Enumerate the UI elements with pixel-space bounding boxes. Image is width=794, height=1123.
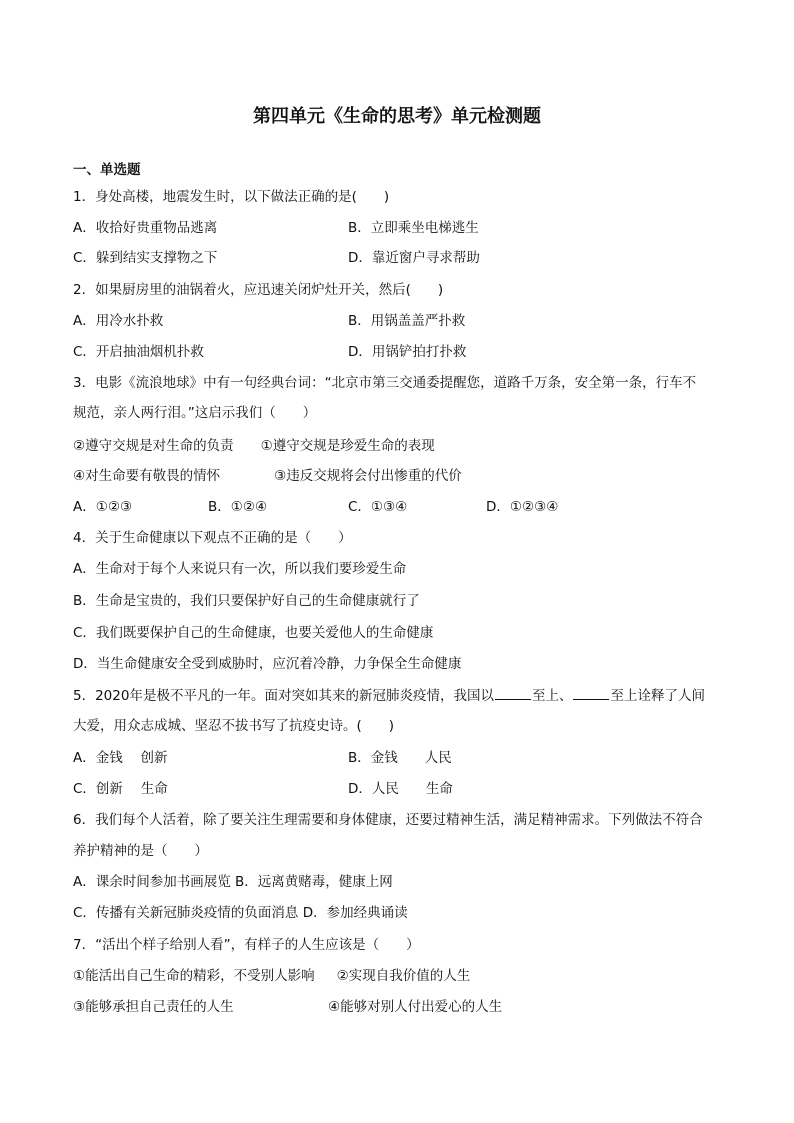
question-1-stem: 1．身处高楼，地震发生时，以下做法正确的是( ) <box>73 189 390 205</box>
question-5-option-a: A．金钱 创新 <box>73 750 168 766</box>
question-2-option-d: D．用锅铲拍打扑救 <box>348 344 467 360</box>
question-7-statement-1: ①能活出自己生命的精彩，不受别人影响 <box>73 968 315 984</box>
question-5-stem-line1 <box>73 685 705 706</box>
question-5-option-d: D．人民 生命 <box>348 781 453 797</box>
section-heading: 一、单选题 <box>73 162 141 178</box>
question-4-option-d: D．当生命健康安全受到威胁时，应沉着冷静，力争保全生命健康 <box>73 656 462 672</box>
question-2-option-c: C．开启抽油烟机扑救 <box>73 344 204 360</box>
question-1-option-c: C．躲到结实支撑物之下 <box>73 250 218 266</box>
question-4-option-a: A．生命对于每个人来说只有一次，所以我们要珍爱生命 <box>73 561 407 577</box>
question-3-statement-row1: ②遵守交规是对生命的负责 ①遵守交规是珍爱生命的表现 <box>73 438 435 454</box>
question-3-option-b: B．①②④ <box>208 499 268 515</box>
answer-blank-1 <box>495 685 531 700</box>
question-5-stem-part1: 5．2020年是极不平凡的一年。面对突如其来的新冠肺炎疫情，我国以 <box>73 688 494 704</box>
question-1-option-b: B．立即乘坐电梯逃生 <box>348 220 479 236</box>
question-2-option-a: A．用冷水扑救 <box>73 313 164 329</box>
question-6-options-cd: C．传播有关新冠肺炎疫情的负面消息 D．参加经典诵读 <box>73 905 408 921</box>
question-2-option-b: B．用锅盖盖严扑救 <box>348 313 466 329</box>
question-7-statement-2: ②实现自我价值的人生 <box>336 968 471 984</box>
page-title: 第四单元《生命的思考》单元检测题 <box>253 106 541 127</box>
question-6-options-ab: A．课余时间参加书画展览 B．远离黄赌毒，健康上网 <box>73 874 393 890</box>
question-1-option-a: A．收拾好贵重物品逃离 <box>73 220 218 236</box>
question-4-option-b: B．生命是宝贵的，我们只要保护好自己的生命健康就行了 <box>73 593 420 609</box>
question-3-option-d: D．①②③④ <box>486 499 559 515</box>
question-5-stem-part3: 至上诠释了人间 <box>610 688 705 704</box>
question-7-statement-3: ③能够承担自己责任的人生 <box>73 999 234 1015</box>
question-4-stem: 4．关于生命健康以下观点不正确的是（ ） <box>73 530 352 546</box>
question-3-stem-line2: 规范，亲人两行泪。”这启示我们（ ） <box>73 405 317 421</box>
question-3-option-a: A．①②③ <box>73 499 133 515</box>
answer-blank-2 <box>573 685 609 700</box>
question-6-stem-line1: 6．我们每个人活着，除了要关注生理需要和身体健康，还要过精神生活，满足精神需求。下列做法不符合 <box>73 812 703 828</box>
question-1-option-d: D．靠近窗户寻求帮助 <box>348 250 480 266</box>
question-7-stem: 7．“活出个样子给别人看”，有样子的人生应该是（ ） <box>73 937 420 953</box>
question-7-statement-4: ④能够对别人付出爱心的人生 <box>328 999 503 1015</box>
question-6-stem-line2: 养护精神的是（ ） <box>73 843 208 859</box>
question-5-option-b: B．金钱 人民 <box>348 750 452 766</box>
question-5-stem-part2: 至上、 <box>531 688 573 704</box>
question-3-stem-line1: 3．电影《流浪地球》中有一句经典台词：“北京市第三交通委提醒您，道路千万条，安全第一条，行车不 <box>73 375 697 391</box>
question-3-option-c: C．①③④ <box>348 499 408 515</box>
question-5-stem-line2: 大爱，用众志成城、坚忍不拔书写了抗疫史诗。( ) <box>73 718 395 734</box>
question-2-stem: 2．如果厨房里的油锅着火，应迅速关闭炉灶开关，然后( ) <box>73 282 444 298</box>
question-5-option-c: C．创新 生命 <box>73 781 168 797</box>
question-7-statement-row1 <box>73 966 470 986</box>
question-3-statement-row2: ④对生命要有敬畏的情怀 ③违反交规将会付出惨重的代价 <box>73 468 462 484</box>
question-4-option-c: C．我们既要保护自己的生命健康，也要关爱他人的生命健康 <box>73 625 434 641</box>
